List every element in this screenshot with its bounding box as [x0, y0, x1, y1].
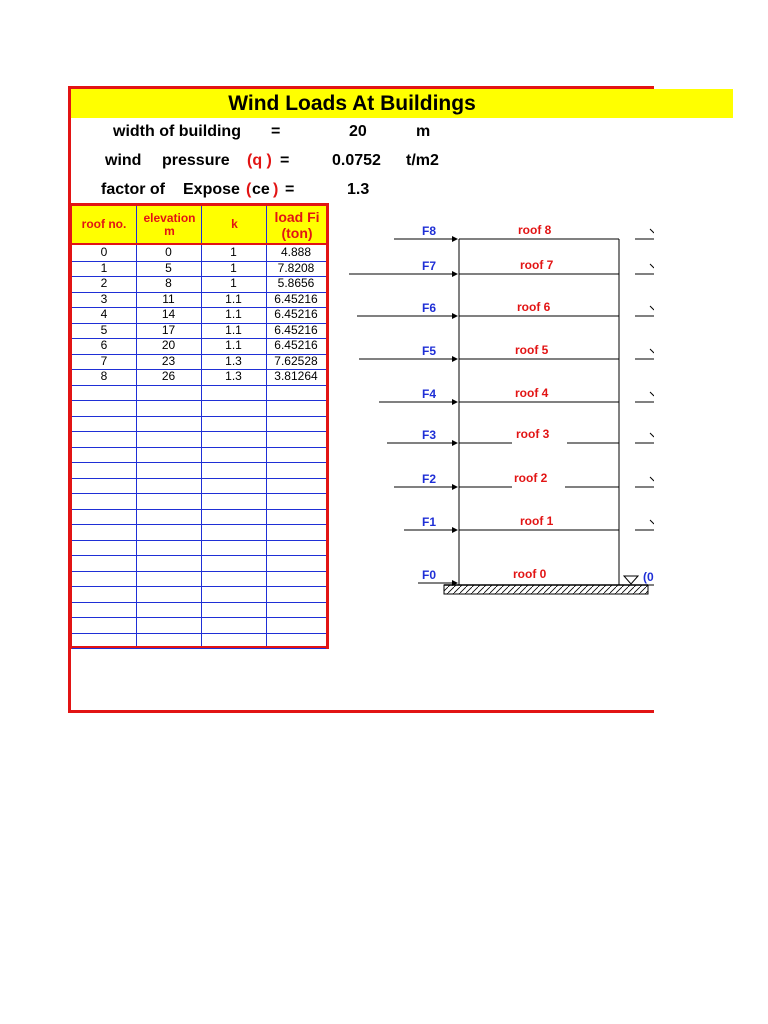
row-gridline [72, 385, 326, 386]
table-cell: 7.62528 [274, 353, 318, 368]
load-table [69, 203, 329, 649]
column-gridline [136, 245, 137, 646]
table-cell: 1.3 [225, 369, 242, 383]
base-note: (0 [643, 570, 654, 584]
table-cell: 7 [100, 353, 108, 368]
table-cell: 6.45216 [274, 307, 318, 321]
right-tick [650, 392, 654, 396]
expose-value: 1.3 [347, 181, 370, 198]
force-arrowhead [452, 271, 458, 277]
table-cell: 0 [165, 245, 172, 259]
force-arrowhead [452, 484, 458, 490]
force-arrowhead [452, 527, 458, 533]
pressure-unit: t/m2 [406, 152, 439, 169]
column-gridline [266, 245, 267, 646]
roof-label: roof 4 [515, 386, 549, 400]
table-cell: 14 [161, 307, 176, 321]
table-cell: 1.1 [225, 322, 242, 337]
force-arrowhead [452, 313, 458, 319]
table-cell: 6.45216 [274, 338, 318, 352]
right-tick [650, 477, 654, 481]
right-tick [650, 229, 654, 233]
table-row [72, 276, 326, 291]
force-arrowhead [452, 356, 458, 362]
row-gridline [72, 509, 326, 510]
expose-label-a: factor of [101, 181, 165, 198]
roof-label: roof 7 [520, 258, 554, 272]
force-label: F4 [422, 387, 437, 401]
roof-label: roof 8 [518, 223, 552, 237]
table-row [72, 354, 326, 369]
table-cell: 1 [230, 276, 237, 290]
row-gridline [72, 478, 326, 479]
table-cell: 5.8656 [277, 276, 315, 290]
table-row [72, 369, 326, 384]
frame-bottom-border [68, 710, 654, 713]
expose-eq: = [285, 181, 295, 198]
table-cell: 3.81264 [274, 369, 318, 383]
header-k: k [201, 206, 267, 243]
force-arrowhead [452, 399, 458, 405]
force-label: F1 [422, 515, 437, 529]
right-tick [650, 306, 654, 310]
table-header [72, 206, 326, 245]
roof-label: roof 5 [515, 343, 549, 357]
table-row [72, 245, 326, 260]
table-cell: 1.1 [225, 307, 242, 321]
table-cell: 6 [100, 338, 108, 352]
row-gridline [72, 493, 326, 494]
row-gridline [72, 571, 326, 572]
table-cell: 8 [165, 276, 172, 290]
table-cell: 4 [100, 307, 108, 321]
expose-paren-open: ( [246, 181, 252, 198]
header-load: load Fi (ton) [266, 206, 327, 243]
header-roof-no: roof no. [81, 217, 127, 231]
force-arrowhead [452, 236, 458, 242]
table-row [72, 261, 326, 276]
roof-label: roof 2 [514, 471, 548, 485]
roof-label: roof 0 [513, 567, 547, 581]
roof-label: roof 6 [517, 300, 551, 314]
row-gridline [72, 555, 326, 556]
table-cell: 4.888 [280, 245, 312, 259]
force-label: F8 [422, 224, 437, 238]
row-gridline [72, 617, 326, 618]
pressure-label-b: pressure [162, 152, 230, 169]
force-label: F2 [422, 472, 437, 486]
force-label: F6 [422, 301, 437, 315]
right-tick [650, 349, 654, 353]
roof-label: roof 3 [516, 427, 550, 441]
width-eq: = [271, 123, 281, 140]
row-gridline [72, 602, 326, 603]
row-gridline [72, 524, 326, 525]
expose-symbol: ce [252, 181, 270, 198]
right-tick [650, 433, 654, 437]
table-cell: 1 [230, 245, 237, 259]
row-gridline [72, 462, 326, 463]
table-cell: 23 [161, 353, 176, 368]
table-cell: 6.45216 [274, 291, 318, 306]
header-elevation: elevation m [136, 206, 202, 243]
table-cell: 0 [100, 245, 108, 259]
pressure-symbol: (q ) [247, 152, 272, 169]
row-gridline [72, 586, 326, 587]
table-cell: 8 [100, 369, 108, 383]
table-cell: 26 [161, 369, 176, 383]
table-cell: 1 [100, 260, 108, 275]
width-label: width of building [113, 123, 241, 140]
table-cell: 1.1 [225, 338, 242, 352]
row-gridline [72, 540, 326, 541]
force-label: F3 [422, 428, 437, 442]
table-cell: 5 [100, 322, 108, 337]
row-gridline [72, 447, 326, 448]
row-gridline [72, 633, 326, 634]
roof-label: roof 1 [520, 514, 554, 528]
expose-paren-close: ) [273, 181, 279, 198]
expose-label-b: Expose [183, 181, 240, 198]
ground-hatch [444, 585, 648, 594]
table-cell: 1 [230, 260, 237, 275]
pressure-eq: = [280, 152, 290, 169]
table-cell: 7.8208 [277, 260, 315, 275]
force-label: F7 [422, 259, 437, 273]
table-row [72, 292, 326, 307]
table-cell: 2 [100, 276, 108, 290]
table-cell: 1.1 [225, 291, 242, 306]
force-arrowhead [452, 440, 458, 446]
table-row [72, 323, 326, 338]
width-unit: m [416, 123, 431, 140]
table-cell: 3 [100, 291, 108, 306]
table-cell: 1.3 [225, 353, 242, 368]
force-label: F0 [422, 568, 437, 582]
pressure-label-a: wind [105, 152, 142, 169]
table-row [72, 307, 326, 322]
row-gridline [72, 400, 326, 401]
column-gridline [201, 245, 202, 646]
table-row [72, 338, 326, 353]
support-triangle-icon [624, 576, 638, 584]
right-tick [650, 264, 654, 268]
building-diagram [340, 215, 654, 605]
table-cell: 5 [165, 260, 172, 275]
force-label: F5 [422, 344, 437, 358]
row-gridline [72, 431, 326, 432]
table-cell: 6.45216 [274, 322, 318, 337]
right-tick [650, 520, 654, 524]
pressure-value: 0.0752 [332, 152, 381, 169]
row-gridline [72, 416, 326, 417]
table-cell: 17 [161, 322, 176, 337]
table-cell: 20 [161, 338, 176, 352]
width-value: 20 [349, 123, 367, 140]
table-cell: 11 [162, 291, 175, 306]
sheet-title: Wind Loads At Buildings [228, 92, 476, 115]
row-gridline [72, 648, 326, 649]
